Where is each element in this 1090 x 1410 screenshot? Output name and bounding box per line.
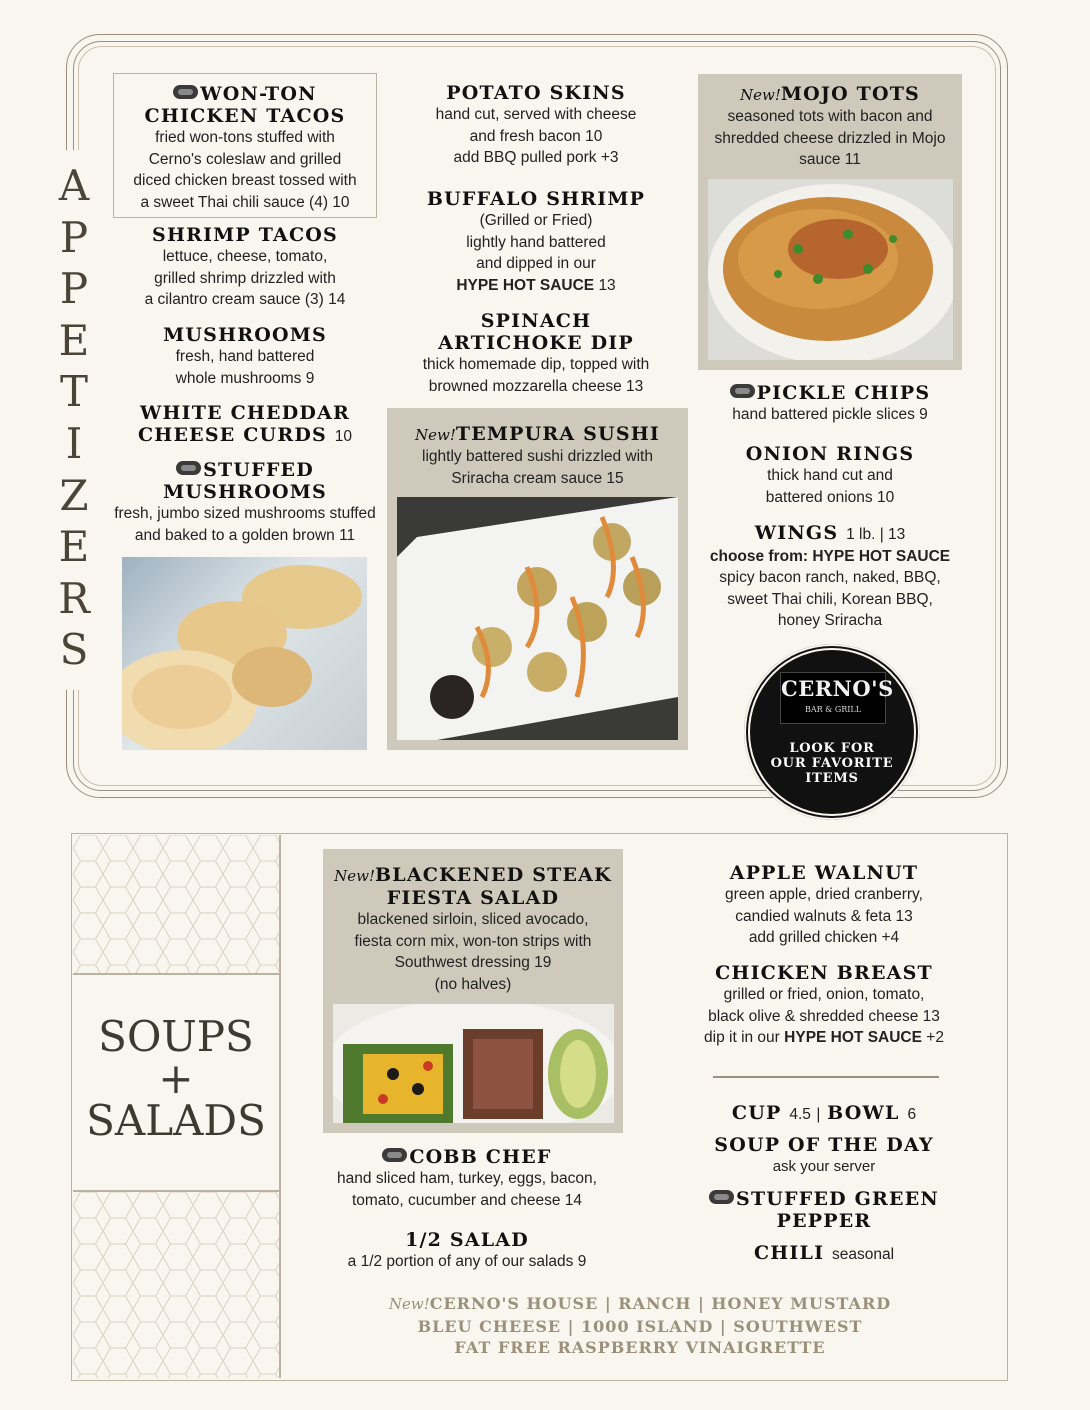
stuffed-mushrooms-title-line2: MUSHROOMS — [163, 481, 327, 503]
chicken-breast-hot-sauce: HYPE HOT SAUCE — [784, 1029, 922, 1046]
mushrooms-desc-line: fresh, hand battered — [175, 348, 315, 365]
cup-bowl-separator: | — [810, 1106, 828, 1123]
pickle-chips-item — [698, 382, 962, 426]
won-ton-desc-line: a sweet Thai chili sauce (4) 10 — [140, 193, 350, 211]
shrimp-tacos-title: SHRIMP TACOS — [152, 224, 338, 246]
stuffed-mushrooms-photo — [122, 557, 367, 750]
steak-salad-desc-line: blackened sirloin, sliced avocado, — [357, 911, 589, 928]
chicken-breast-desc-line: grilled or fried, onion, tomato, — [723, 986, 925, 1003]
wings-desc-line: sweet Thai chili, Korean BBQ, — [727, 590, 933, 608]
stuffed-mushrooms-illustration — [122, 557, 367, 750]
cheese-curds-item — [113, 402, 377, 448]
tempura-sushi-illustration — [397, 497, 678, 740]
stuffed-mushrooms-title-line1: STUFFED — [203, 459, 314, 481]
stuffed-pepper-item — [693, 1188, 955, 1232]
badge-logo: CERNO'S — [781, 676, 894, 701]
cheese-curds-title-line2: CHEESE CURDS — [137, 424, 327, 446]
tempura-sushi-desc-line: Sriracha cream sauce 15 — [451, 469, 624, 487]
wings-size-price: 1 lb. | 13 — [846, 526, 906, 543]
spinach-dip-title-line1: SPINACH — [480, 310, 592, 332]
soups-title-panel-right — [279, 835, 281, 1378]
badge-line: OUR FAVORITE — [770, 756, 894, 771]
tempura-sushi-photo — [397, 497, 678, 740]
soups-title-divider-top — [73, 973, 279, 975]
shrimp-tacos-desc-line: a cilantro cream sauce (3) 14 — [144, 291, 346, 308]
dressings-line2: BLEU CHEESE | 1000 ISLAND | SOUTHWEST — [417, 1316, 863, 1336]
appetizers-letter: Z — [59, 470, 89, 520]
dressings-line1: CERNO'S HOUSE | RANCH | HONEY MUSTARD — [429, 1294, 892, 1313]
stuffed-mushrooms-desc-line: and baked to a golden brown 11 — [134, 526, 356, 544]
new-tag: New! — [740, 86, 781, 104]
apple-walnut-desc-line: add grilled chicken +4 — [748, 929, 900, 946]
buffalo-shrimp-desc-line: (Grilled or Fried) — [479, 212, 593, 229]
soups-title-plus: + — [158, 1054, 194, 1103]
cheese-curds-price: 10 — [334, 428, 352, 445]
spinach-dip-desc-line: thick homemade dip, topped with — [422, 356, 650, 373]
steak-salad-title-line1: BLACKENED STEAK — [375, 864, 612, 886]
tempura-sushi-item — [387, 423, 688, 489]
won-ton-title-line1: WON-TON — [200, 83, 317, 105]
appetizers-letter: R — [58, 573, 90, 623]
cobb-chef-title: COBB CHEF — [409, 1146, 552, 1168]
chef-hat-icon — [709, 1190, 734, 1204]
apple-walnut-title: APPLE WALNUT — [729, 862, 919, 884]
steak-salad-item — [317, 864, 629, 995]
mojo-tots-desc-line: shredded cheese drizzled in Mojo — [714, 129, 946, 147]
chef-hat-icon — [730, 384, 755, 398]
half-salad-desc: a 1/2 portion of any of our salads 9 — [347, 1253, 587, 1270]
steak-salad-desc-line: fiesta corn mix, won-ton strips with — [354, 932, 592, 950]
cup-bowl-item — [693, 1102, 955, 1126]
buffalo-shrimp-title: BUFFALO SHRIMP — [426, 188, 646, 210]
dressings-list — [330, 1293, 950, 1359]
chicken-breast-dip-prefix: dip it in our — [704, 1029, 780, 1046]
honeycomb-pattern-top — [73, 835, 279, 973]
soups-salads-title — [74, 1012, 278, 1145]
chicken-breast-title: CHICKEN BREAST — [715, 962, 933, 984]
spinach-dip-item — [400, 310, 672, 397]
cup-price: 4.5 — [789, 1106, 811, 1123]
chicken-breast-dip-price: +2 — [926, 1029, 944, 1046]
honeycomb-pattern-bottom — [73, 1192, 279, 1378]
half-salad-title: 1/2 SALAD — [405, 1229, 529, 1251]
appetizers-letter: E — [58, 315, 90, 365]
appetizers-section-title — [52, 160, 96, 676]
apple-walnut-item — [693, 862, 955, 949]
stuffed-pepper-title-line1: STUFFED GREEN — [736, 1188, 939, 1210]
chef-hat-icon — [173, 85, 198, 99]
appetizers-letter: P — [59, 264, 89, 314]
soup-of-the-day-desc: ask your server — [772, 1158, 876, 1175]
mushrooms-item — [113, 324, 377, 389]
dressings-line3: FAT FREE RASPBERRY VINAIGRETTE — [454, 1338, 826, 1357]
mojo-tots-desc-line: seasoned tots with bacon and — [727, 108, 933, 125]
spinach-dip-desc-line: browned mozzarella cheese 13 — [428, 377, 644, 395]
spinach-dip-title-line2: ARTICHOKE DIP — [438, 332, 634, 354]
tempura-sushi-title: TEMPURA SUSHI — [455, 423, 660, 445]
cobb-chef-desc-line: tomato, cucumber and cheese 14 — [351, 1191, 583, 1209]
stuffed-mushrooms-desc-line: fresh, jumbo sized mushrooms stuffed — [114, 505, 376, 522]
cobb-chef-item — [317, 1146, 617, 1211]
appetizers-letter: A — [58, 161, 90, 210]
bowl-label: BOWL — [827, 1102, 900, 1124]
won-ton-desc-line: Cerno's coleslaw and grilled — [148, 150, 342, 168]
potato-skins-desc-line: and fresh bacon 10 — [469, 127, 603, 145]
tempura-sushi-desc-line: lightly battered sushi drizzled with — [422, 448, 653, 465]
onion-rings-desc-line: battered onions 10 — [765, 488, 895, 506]
steak-salad-illustration — [333, 1004, 614, 1123]
apple-walnut-desc-line: green apple, dried cranberry, — [725, 886, 923, 903]
buffalo-shrimp-desc-line: and dipped in our — [476, 255, 596, 272]
steak-salad-photo — [333, 1004, 614, 1123]
appetizers-letter: T — [59, 367, 88, 417]
won-ton-title-line2: CHICKEN TACOS — [144, 105, 346, 127]
cheese-curds-title-line1: WHITE CHEDDAR — [139, 402, 351, 424]
chili-note: seasonal — [832, 1246, 895, 1263]
chicken-breast-item — [683, 962, 965, 1049]
potato-skins-title: POTATO SKINS — [446, 82, 626, 104]
favorites-badge — [744, 644, 920, 820]
won-ton-desc-line: diced chicken breast tossed with — [133, 172, 357, 189]
mushrooms-desc-line: whole mushrooms 9 — [175, 369, 315, 387]
cobb-chef-desc-line: hand sliced ham, turkey, eggs, bacon, — [337, 1170, 597, 1187]
soup-of-the-day-title: SOUP OF THE DAY — [714, 1134, 934, 1156]
appetizers-letter: P — [59, 212, 89, 262]
mojo-tots-desc-line: sauce 11 — [799, 151, 861, 168]
new-tag: New! — [388, 1295, 430, 1313]
new-tag: New! — [334, 867, 376, 885]
buffalo-shrimp-hot-sauce: HYPE HOT SAUCE — [456, 276, 595, 294]
badge-logo-box — [780, 672, 894, 724]
won-ton-tacos-item — [113, 83, 377, 213]
appetizers-letter: S — [59, 625, 89, 675]
potato-skins-item — [400, 82, 672, 169]
mojo-tots-item — [698, 83, 962, 171]
half-salad-item — [317, 1229, 617, 1273]
chef-hat-icon — [176, 461, 201, 475]
mojo-tots-photo — [708, 179, 953, 360]
chef-hat-icon — [382, 1148, 407, 1162]
soup-of-the-day-item — [693, 1134, 955, 1178]
chili-item — [693, 1242, 955, 1266]
chili-title: CHILI — [753, 1242, 825, 1264]
pickle-chips-desc: hand battered pickle slices 9 — [732, 406, 928, 423]
apple-walnut-desc-line: candied walnuts & feta 13 — [735, 907, 913, 925]
shrimp-tacos-item — [113, 224, 377, 311]
shrimp-tacos-desc-line: grilled shrimp drizzled with — [154, 269, 336, 287]
potato-skins-desc-line: add BBQ pulled pork +3 — [453, 149, 619, 166]
badge-line: LOOK FOR — [789, 741, 875, 756]
buffalo-shrimp-price: 13 — [598, 276, 616, 294]
steak-salad-desc-line: Southwest dressing 19 — [394, 954, 552, 971]
cup-label: CUP — [731, 1102, 782, 1124]
appetizers-letter: E — [58, 522, 90, 572]
stuffed-pepper-title-line2: PEPPER — [776, 1210, 872, 1232]
steak-salad-desc-line: (no halves) — [434, 975, 512, 993]
stuffed-mushrooms-item — [105, 459, 385, 546]
badge-line: ITEMS — [805, 771, 859, 786]
shrimp-tacos-desc-line: lettuce, cheese, tomato, — [162, 248, 328, 265]
buffalo-shrimp-item — [400, 188, 672, 296]
chicken-breast-desc-line: black olive & shredded cheese 13 — [708, 1007, 940, 1025]
steak-salad-title-line2: FIESTA SALAD — [386, 887, 560, 909]
wings-desc-line: honey Sriracha — [777, 612, 883, 629]
potato-skins-desc-line: hand cut, served with cheese — [435, 106, 637, 123]
new-tag: New! — [415, 426, 456, 444]
wings-choose-label: choose from: HYPE HOT SAUCE — [709, 547, 951, 565]
onion-rings-desc-line: thick hand cut and — [767, 467, 893, 484]
wings-title: WINGS — [754, 522, 839, 544]
appetizers-letter: I — [65, 418, 83, 468]
pickle-chips-title: PICKLE CHIPS — [756, 382, 931, 404]
mojo-tots-illustration — [708, 179, 953, 360]
soups-title-line1: SOUPS — [98, 1012, 254, 1061]
badge-logo-sub: BAR & GRILL — [804, 705, 862, 714]
wings-item — [690, 522, 970, 632]
soup-divider — [713, 1076, 939, 1078]
onion-rings-item — [698, 443, 962, 508]
mushrooms-title: MUSHROOMS — [163, 324, 327, 346]
wings-desc-line: spicy bacon ranch, naked, BBQ, — [719, 569, 941, 586]
soups-title-line2: SALADS — [86, 1096, 266, 1145]
buffalo-shrimp-desc-line: lightly hand battered — [466, 233, 606, 251]
bowl-price: 6 — [907, 1106, 917, 1123]
onion-rings-title: ONION RINGS — [745, 443, 915, 465]
won-ton-desc-line: fried won-tons stuffed with — [155, 129, 335, 146]
mojo-tots-title: MOJO TOTS — [780, 83, 920, 105]
